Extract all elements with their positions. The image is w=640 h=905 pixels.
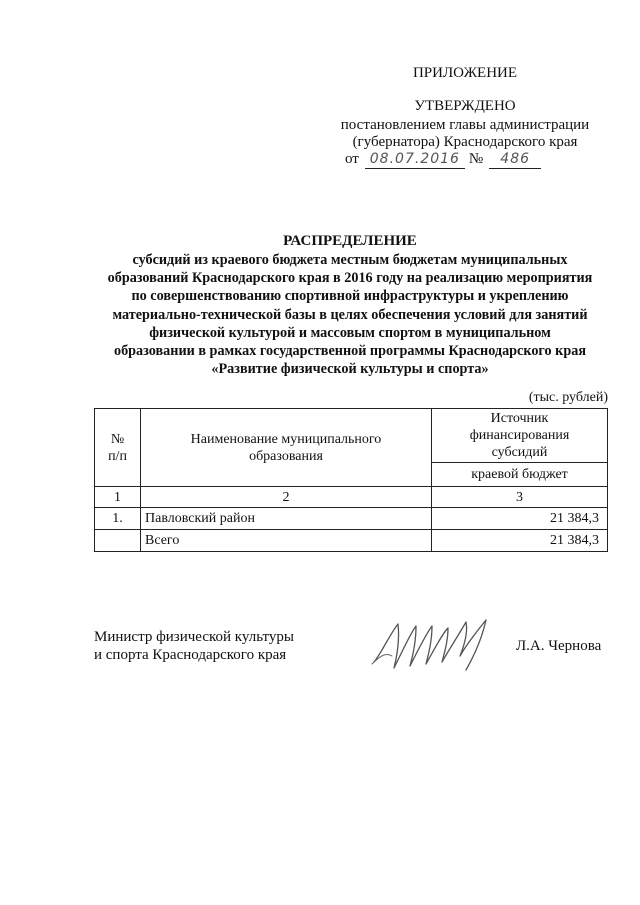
total-amount: 21 384,3 (432, 530, 608, 552)
subtitle-line: «Развитие физической культуры и спорта» (211, 361, 489, 378)
row-num: 1. (95, 508, 141, 530)
decree-number-handwritten: 486 (489, 150, 541, 169)
position-line: и спорта Краснодарского края (94, 647, 287, 663)
decree-line-1: постановлением главы администрации (340, 117, 590, 133)
header-source-line: Источник (490, 411, 549, 426)
col-number-2: 2 (141, 487, 432, 508)
subsidy-table (94, 408, 608, 552)
row-amount: 21 384,3 (432, 508, 608, 530)
subtitle-line: субсидий из краевого бюджета местным бюджетам муниципальных (132, 252, 568, 268)
header-num-line: п/п (108, 448, 127, 464)
total-num (95, 530, 141, 552)
subtitle-line: образовании в рамках государственной программы Краснодарского края (113, 343, 587, 360)
handwritten-signature (370, 612, 500, 682)
table-row (95, 508, 608, 530)
position-line: Министр физической культуры (94, 629, 294, 645)
subtitle-line: физической культурой и массовым спортом в муниципальном (149, 324, 551, 341)
signatory-position (94, 628, 294, 664)
decree-date-handwritten: 08.07.2016 (365, 150, 465, 169)
header-source (432, 409, 608, 463)
total-row (95, 530, 608, 552)
total-label: Всего (141, 530, 432, 552)
header-source-sub: краевой бюджет (432, 463, 608, 487)
date-prefix: от (345, 151, 359, 167)
header-name-line: образования (249, 448, 323, 464)
appendix-label: ПРИЛОЖЕНИЕ (412, 65, 518, 81)
decree-date-row (345, 150, 541, 169)
header-name-line: Наименование муниципального (190, 431, 382, 447)
approved-label: УТВЕРЖДЕНО (414, 98, 516, 114)
header-source-line: финансирования (469, 428, 570, 443)
document-title: РАСПРЕДЕЛЕНИЕ (283, 233, 417, 249)
subtitle-line: по совершенствованию спортивной инфраструктуры и укреплению (131, 288, 569, 305)
units-label: (тыс. рублей) (528, 390, 608, 405)
col-number-1: 1 (95, 487, 141, 508)
row-name: Павловский район (141, 508, 432, 530)
subtitle-line: образований Краснодарского края в 2016 году на реализацию мероприятия (107, 270, 593, 287)
decree-line-2: (губернатора) Краснодарского края (352, 134, 578, 150)
header-num-line: № (110, 431, 125, 447)
header-source-line: субсидий (491, 445, 548, 460)
subtitle-line: материально-технической базы в целях обеспечения условий для занятий (112, 306, 588, 323)
col-number-3: 3 (432, 487, 608, 508)
number-sign: № (468, 151, 484, 167)
header-num (95, 409, 141, 487)
signatory-name: Л.А. Чернова (516, 638, 602, 654)
document-subtitle (80, 251, 620, 378)
header-name (141, 409, 432, 487)
